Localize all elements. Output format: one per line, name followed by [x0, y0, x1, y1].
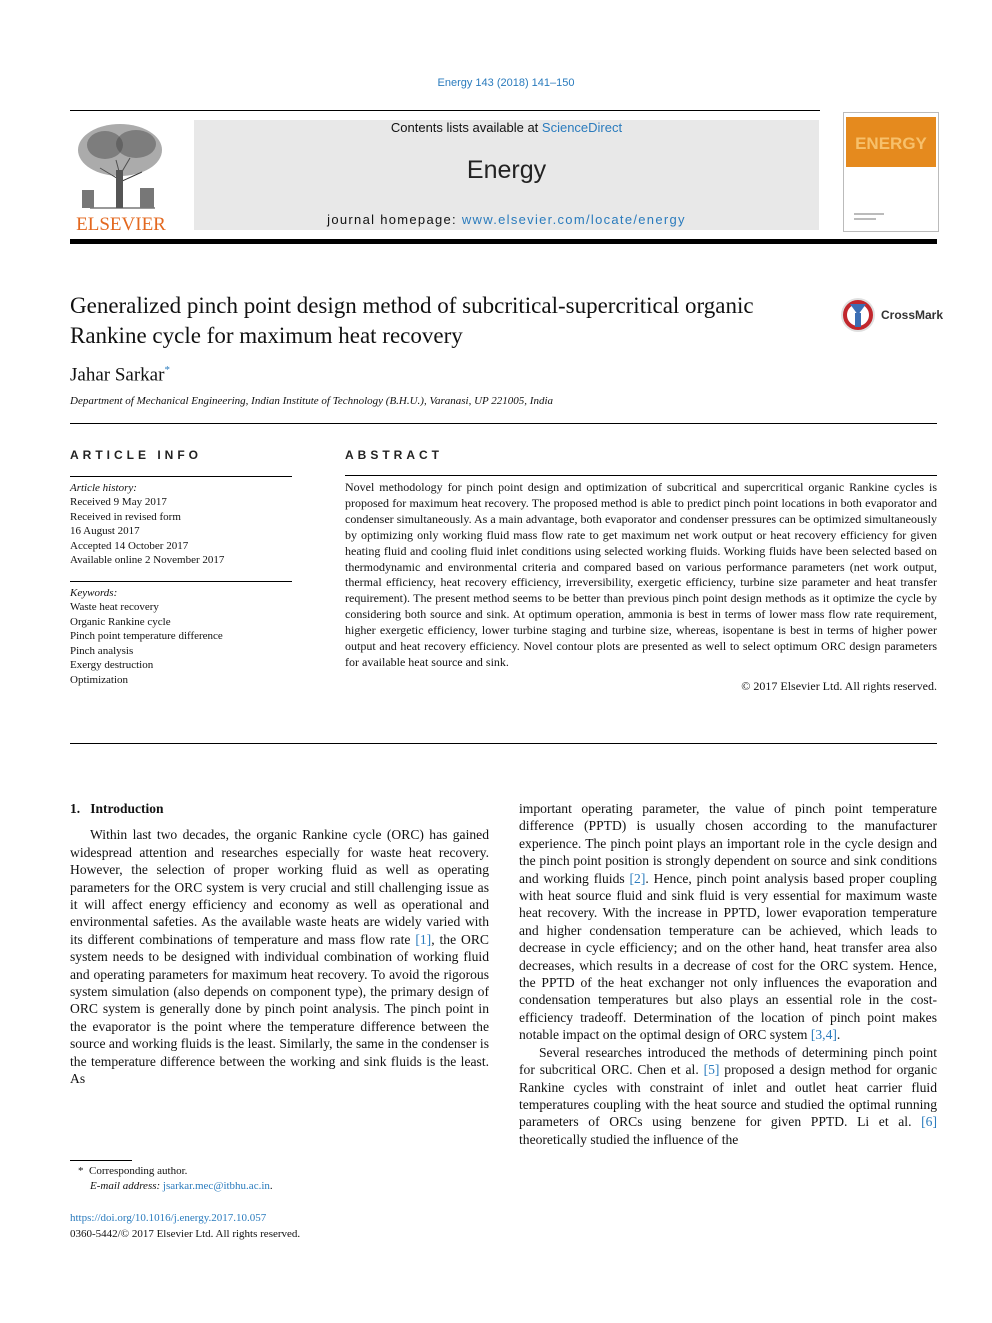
keyword: Waste heat recovery [70, 601, 159, 613]
abstract-text: Novel methodology for pinch point design and optimization of subcritical and supercritical organic Rankine cycles is proposed for maximum heat recovery. The proposed method is able to predict pinch point locations in both evaporator and condenser simultaneously. As a main advantage, both evaporator and condenser pressures can be optimized simultaneously by optimizing only working fluid mass flow rate to get maximum net work output or heat recovery efficiency for given heating fluid and cooling fluid inlet conditions using selected working fluids. Working fluids have been selected based on thermodynamic and environmental criteria and compared based on various performance parameters (net work output, thermal efficiency, heat recovery efficiency, irreversibility, exergetic efficiency, turbine size parameter and heat transfer requirement). The present method seems to be better than previous pinch point design methods as it optimize the cycle by considering both source and sink. At optimum operation, ammonia is best in terms of lower mass flow rate requirement, higher exergetic efficiency, lower turbine staging and turbine size, whereas, isopentane is best in terms of higher power output and heat recovery efficiency. Novel contour plots are presented as well to select optimum ORC design parameters for available heat source and sink. [345, 480, 937, 669]
corresponding-label: Corresponding author. [89, 1165, 188, 1177]
reference-link[interactable]: [6] [921, 1114, 937, 1130]
contents-prefix: Contents lists available at [390, 120, 542, 135]
history-line: 16 August 2017 [70, 525, 140, 537]
elsevier-logo [70, 120, 173, 233]
journal-masthead [194, 120, 819, 230]
paragraph-text: . [836, 1027, 841, 1043]
homepage-link[interactable]: www.elsevier.com/locate/energy [461, 212, 686, 227]
keyword: Pinch analysis [70, 644, 134, 657]
paragraph-text: proposed a design method for organic Rankine cycles with constraint of inlet and outlet heat carrier fluid temperatures coupling with the heat source and studied the optimal running parameters of ORCs using benzene for given PPTD. Li et al. [519, 1062, 937, 1130]
keyword: Organic Rankine cycle [70, 615, 171, 628]
keywords-label: Keywords: [70, 586, 118, 599]
footnote [70, 1164, 489, 1194]
reference-link[interactable]: [2] [629, 870, 646, 886]
author-footnote-mark[interactable]: * [164, 364, 170, 376]
elsevier-wordmark: ELSEVIER [76, 214, 166, 233]
header-rule [70, 110, 820, 111]
history-line: Received in revised form [70, 510, 181, 523]
masthead-rule [70, 239, 937, 244]
body-column-right [519, 800, 937, 1148]
crossmark-button[interactable] [840, 296, 944, 336]
affiliation: Department of Mechanical Engineering, Indian Institute of Technology (B.H.U.), Varanasi, UP 221005, India [70, 395, 554, 407]
paragraph-text: theoretically studied the influence of the [519, 1131, 739, 1147]
footnote-mark: * [78, 1165, 84, 1177]
email-suffix: . [269, 1180, 273, 1192]
paragraph [519, 1044, 937, 1148]
cover-image [844, 113, 938, 231]
abstract-heading: ABSTRACT [345, 448, 443, 462]
doi-link[interactable]: https://doi.org/10.1016/j.energy.2017.10.057 [70, 1212, 267, 1224]
author-line [70, 364, 170, 386]
reference-link[interactable]: [1] [415, 931, 432, 947]
section-heading [70, 800, 489, 817]
keywords-rule [70, 581, 292, 582]
crossmark-label: CrossMark [881, 308, 944, 322]
journal-homepage [194, 212, 819, 227]
article-info-rule [70, 476, 292, 477]
reference-link[interactable]: [3,4] [810, 1027, 837, 1043]
issn-copyright: 0360-5442/© 2017 Elsevier Ltd. All rights reserved. [70, 1228, 301, 1240]
affiliation-rule [70, 423, 937, 424]
elsevier-tree-icon [70, 120, 173, 233]
abstract-rule [345, 475, 937, 476]
email-label: E-mail address: [90, 1180, 161, 1192]
paragraph-text: Within last two decades, the organic Rankine cycle (ORC) has gained widespread attention and researches especially for waste heat recovery. However, the selection of proper working fluid as well as operating parameters for the ORC system is very crucial and still challenging issue as it will affect energy efficiency and economy as well as operational and environmental safeties. As the available waste heats are widely varied with its different combinations of temperature and mass flow rate [70, 827, 489, 947]
abstract-rule-bottom [70, 743, 937, 744]
article-title: Generalized pinch point design method of subcritical-supercritical organic Rankine cycle for maximum heat recovery [70, 293, 754, 348]
author-name[interactable]: Jahar Sarkar [70, 364, 165, 386]
history-line: Accepted 14 October 2017 [70, 539, 189, 552]
keyword: Pinch point temperature difference [70, 630, 223, 642]
section-title: Introduction [90, 801, 164, 816]
history-line: Received 9 May 2017 [70, 496, 167, 508]
crossmark-icon [840, 296, 880, 336]
history-label: Article history: [70, 481, 137, 494]
journal-citation[interactable]: Energy 143 (2018) 141–150 [437, 77, 575, 89]
footnote-rule [70, 1160, 132, 1161]
article-info-heading: ARTICLE INFO [70, 448, 202, 462]
abstract [345, 448, 937, 694]
paragraph [519, 800, 937, 1044]
abstract-copyright: © 2017 Elsevier Ltd. All rights reserved. [741, 678, 937, 693]
paragraph [70, 826, 489, 1087]
journal-name: Energy [466, 156, 547, 184]
paragraph-text: important operating parameter, the value of pinch point temperature difference (PPTD) is usually chosen according to the manufacturer experience. The pinch point plays an important role in the cycle design and the pinch point position is strongly dependent on source and sink conditions and working fluids [519, 801, 937, 886]
email-line [70, 1179, 489, 1194]
body-column-left [70, 800, 489, 1088]
reference-link[interactable]: [5] [703, 1062, 720, 1078]
history-line: Available online 2 November 2017 [70, 554, 225, 566]
section-number: 1. [70, 801, 81, 816]
homepage-prefix: journal homepage: [327, 212, 462, 227]
paragraph-text: , the ORC system needs to be designed with individual combination of working fluid and operating parameters for maximum heat recovery. To avoid the rigorous system simulation (also depends on component type), the primary design of ORC system is generally done by pinch point analysis. The pinch point in the evaporator is the point where the temperature difference between the source and working fluids is the least. Similarly, the same in the condenser is the temperature difference between the working and sink fluids is the least. As [70, 931, 489, 1087]
article-info [70, 448, 292, 687]
cover-title: ENERGY [855, 134, 927, 153]
doi-block [70, 1210, 300, 1242]
keyword: Exergy destruction [70, 659, 154, 671]
journal-cover-thumbnail[interactable] [843, 112, 939, 232]
corresponding-author-note [70, 1164, 489, 1179]
author-email-link[interactable]: jsarkar.mec@itbhu.ac.in [162, 1180, 270, 1192]
keyword: Optimization [70, 673, 129, 686]
paragraph-text: Several researches introduced the methods of determining pinch point for subcritical ORC. Chen et al. [519, 1044, 937, 1078]
sciencedirect-link[interactable]: ScienceDirect [541, 120, 623, 135]
paragraph-text: . Hence, pinch point analysis based proper coupling with heat source fluid and sink fluid is very essential for maximum waste heat recovery. With the increase in PPTD, lower evaporation temperature and higher condensation temperature can be achieved, which leads to decrease in cycle efficiency; and on the other hand, heat transfer area also decreases, which results in a decrease of cost for the ORC system. Hence, the PPTD of the heat exchanger not only influences the evaporation and condensation temperatures but also plays an essential role in the cost-efficiency tradeoff. Determination of the location of pinch point makes notable impact on the optimal design of ORC system [519, 870, 937, 1043]
contents-line [194, 120, 819, 135]
